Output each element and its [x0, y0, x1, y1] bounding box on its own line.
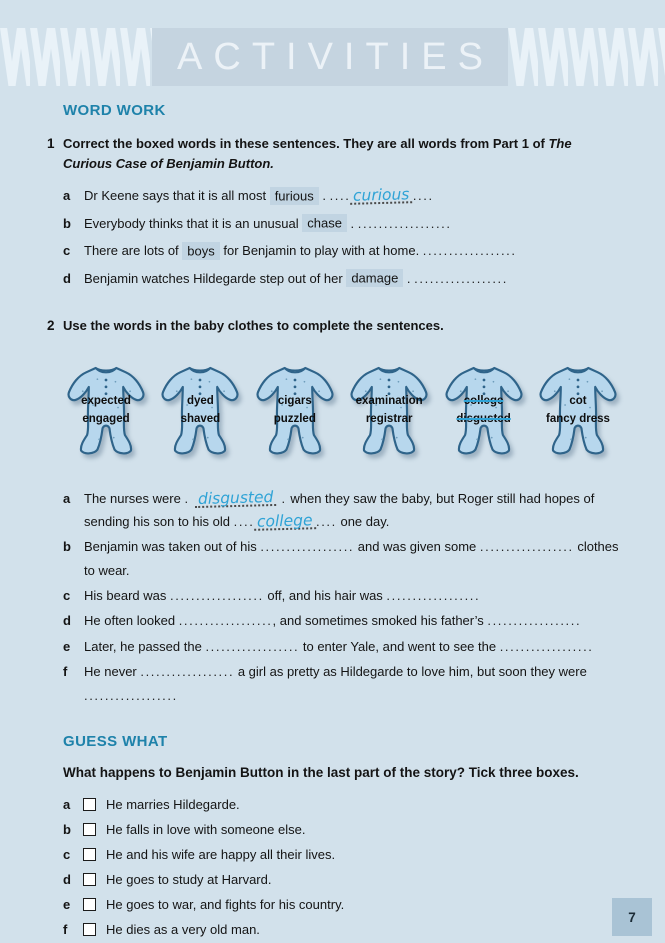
word-work-heading: WORD WORK: [63, 102, 166, 119]
story-title: The Curious Case of Benjamin Button.: [63, 136, 572, 171]
tick-option: [63, 820, 621, 838]
baby-clothes-row: [63, 349, 621, 487]
clothes-words: [241, 392, 349, 428]
tick-option: [63, 895, 621, 913]
sentence-text: to enter Yale, and went to see the: [299, 638, 500, 654]
option-text: He goes to study at Harvard.: [106, 871, 272, 887]
sentence-text: one day.: [336, 513, 390, 529]
tick-checkbox[interactable]: [83, 848, 96, 861]
tick-option: [63, 920, 621, 938]
item-sentence: [84, 660, 621, 707]
boxed-word: furious: [270, 187, 319, 205]
answer-blank[interactable]: ..................: [479, 539, 574, 555]
option-letter: e: [63, 896, 71, 912]
exercise-number: 2: [47, 318, 55, 333]
clothes-words: [52, 392, 160, 428]
baby-clothes-illustration: [252, 351, 338, 471]
zigzag-decoration-left-icon: [0, 28, 152, 86]
guess-what-question: What happens to Benjamin Button in the last part of the story? Tick three boxes.: [63, 765, 579, 781]
item-letter: d: [63, 613, 71, 629]
item-sentence: [84, 269, 621, 289]
answer-blank[interactable]: ..................: [414, 270, 508, 286]
sentence-text: .: [346, 215, 358, 231]
item-letter: b: [63, 215, 71, 231]
answer-blank[interactable]: ....: [412, 188, 434, 203]
tick-checkbox[interactable]: [83, 898, 96, 911]
answer-blank[interactable]: .: [276, 490, 287, 506]
exercise-item: [63, 214, 621, 234]
option-letter: c: [63, 846, 71, 862]
item-letter: a: [63, 490, 71, 506]
clothes-words: [146, 392, 254, 428]
sentence-text: .: [318, 188, 330, 203]
clothes-word: engaged: [82, 412, 130, 425]
exercise-2-instruction: Use the words in the baby clothes to complete the sentences.: [63, 318, 444, 333]
page-content: [0, 102, 665, 943]
exercise-1-instruction: [63, 134, 621, 173]
sentence-text: His beard was: [84, 588, 170, 604]
tick-options-list: [63, 795, 621, 938]
handwritten-answer: curious: [350, 187, 413, 205]
clothes-word: expected: [81, 394, 131, 407]
clothes-word-used: college: [463, 394, 504, 407]
baby-clothes-illustration: [535, 351, 621, 471]
instruction-text: Correct the boxed words in these sentences. They are all words from Part 1 of: [63, 136, 545, 151]
activities-banner: [0, 28, 665, 86]
answer-blank[interactable]: ..................: [487, 613, 582, 629]
answer-blank[interactable]: ..................: [140, 664, 235, 680]
option-letter: f: [63, 921, 68, 937]
tick-option: [63, 845, 621, 863]
item-sentence: [84, 186, 621, 206]
answer-blank[interactable]: ..................: [386, 588, 481, 604]
exercise-item: [63, 186, 621, 206]
sentence-text: , and sometimes smoked his father’s: [272, 613, 488, 629]
clothes-words: [335, 392, 443, 428]
exercise-1-items: [63, 186, 621, 288]
option-text: He marries Hildegarde.: [106, 796, 240, 812]
option-text: He dies as a very old man.: [106, 921, 260, 937]
sentence-text: when they saw the baby, but Roger still had hopes of sending his son to his old: [84, 490, 595, 529]
item-sentence: [84, 609, 621, 632]
handwritten-answer: disgusted: [195, 489, 277, 507]
exercise-body: [63, 316, 621, 709]
exercise-item: [63, 535, 621, 582]
tick-checkbox[interactable]: [83, 823, 96, 836]
item-sentence: [84, 584, 621, 607]
sentence-text: for Benjamin to play with at home.: [219, 243, 423, 258]
clothes-word: puzzled: [273, 412, 316, 425]
clothes-word: registrar: [365, 412, 413, 425]
item-letter: c: [63, 588, 71, 604]
page-number: 7: [612, 898, 652, 936]
guess-what-heading: GUESS WHAT: [63, 733, 168, 751]
answer-blank[interactable]: ..................: [260, 539, 355, 555]
sentence-text: and was given some: [354, 539, 480, 555]
option-text: He falls in love with someone else.: [106, 821, 306, 837]
option-text: He and his wife are happy all their lives.: [106, 846, 336, 862]
item-letter: f: [63, 664, 68, 680]
boxed-word: boys: [182, 242, 219, 260]
answer-blank[interactable]: ....: [233, 513, 255, 529]
sentence-text: There are lots of: [84, 243, 183, 258]
sentence-text: a girl as pretty as Hildegarde to love him, but soon they were: [234, 664, 587, 680]
clothes-word: cigars: [277, 394, 312, 407]
answer-blank[interactable]: ..................: [357, 215, 452, 231]
answer-blank[interactable]: ....: [316, 513, 337, 529]
boxed-word: chase: [302, 214, 347, 232]
exercise-1: [47, 134, 621, 296]
exercise-body: [63, 134, 621, 296]
sentence-text: Benjamin watches Hildegarde step out of her: [84, 270, 347, 286]
exercise-item: [63, 660, 621, 707]
exercise-item: [63, 609, 621, 632]
clothes-word-used: disgusted: [456, 412, 511, 425]
baby-clothes-illustration: [346, 351, 432, 471]
option-text: He goes to war, and fights for his country.: [106, 896, 345, 912]
sentence-text: The nurses were: [84, 490, 185, 506]
answer-blank[interactable]: .: [184, 490, 195, 506]
tick-checkbox[interactable]: [83, 923, 96, 936]
item-letter: b: [63, 539, 71, 555]
item-sentence: [84, 535, 621, 582]
sentence-text: He never: [84, 664, 141, 680]
option-letter: a: [63, 796, 71, 812]
sentence-text: Benjamin was taken out of his: [84, 539, 261, 555]
item-letter: d: [63, 270, 71, 286]
boxed-word: damage: [346, 269, 403, 287]
sentence-text: .: [403, 270, 415, 286]
sentence-text: off, and his hair was: [263, 588, 387, 604]
page-title: ACTIVITIES: [152, 28, 508, 86]
sentence-text: Dr Keene says that it is all most: [84, 188, 270, 203]
sentence-text: Everybody thinks that it is an unusual: [84, 215, 303, 231]
answer-blank[interactable]: ..................: [205, 638, 300, 654]
item-sentence: [84, 214, 621, 234]
zigzag-decoration-right-icon: [508, 28, 665, 86]
baby-clothes-illustration: [157, 351, 243, 471]
tick-checkbox[interactable]: [83, 798, 96, 811]
baby-clothes-illustration: [63, 351, 149, 471]
exercise-number: 1: [47, 136, 55, 151]
handwritten-answer: college: [254, 513, 316, 531]
answer-blank[interactable]: ....: [329, 188, 351, 203]
exercise-2-sentences: [63, 487, 621, 708]
item-letter: a: [63, 188, 71, 203]
exercise-item: [63, 635, 621, 658]
clothes-words: [524, 392, 632, 428]
exercise-2: [47, 316, 621, 709]
baby-clothes-illustration: [441, 351, 527, 471]
option-letter: b: [63, 821, 71, 837]
item-sentence: [84, 487, 621, 534]
exercise-item: [63, 487, 621, 534]
clothes-word: examination: [355, 394, 423, 407]
exercise-item: [63, 241, 621, 261]
answer-blank[interactable]: ..................: [169, 588, 264, 604]
sentence-text: He often looked: [84, 613, 179, 629]
answer-blank[interactable]: ..................: [422, 243, 517, 258]
answer-blank[interactable]: ..................: [84, 687, 178, 703]
tick-option: [63, 795, 621, 813]
item-sentence: [84, 635, 621, 658]
answer-blank[interactable]: ..................: [499, 638, 594, 654]
clothes-word: cot: [569, 394, 587, 407]
clothes-word: fancy dress: [545, 412, 610, 425]
clothes-words: [430, 392, 538, 428]
item-letter: c: [63, 243, 71, 258]
item-letter: e: [63, 638, 71, 654]
sentence-text: Later, he passed the: [84, 638, 206, 654]
option-letter: d: [63, 871, 71, 887]
exercise-item: [63, 584, 621, 607]
item-sentence: [84, 241, 621, 261]
tick-checkbox[interactable]: [83, 873, 96, 886]
clothes-word: dyed: [186, 394, 214, 407]
answer-blank[interactable]: ..................: [178, 613, 273, 629]
sentence-text: clothes to wear.: [84, 539, 619, 578]
clothes-word: shaved: [180, 412, 221, 425]
exercise-item: [63, 269, 621, 289]
tick-option: [63, 870, 621, 888]
